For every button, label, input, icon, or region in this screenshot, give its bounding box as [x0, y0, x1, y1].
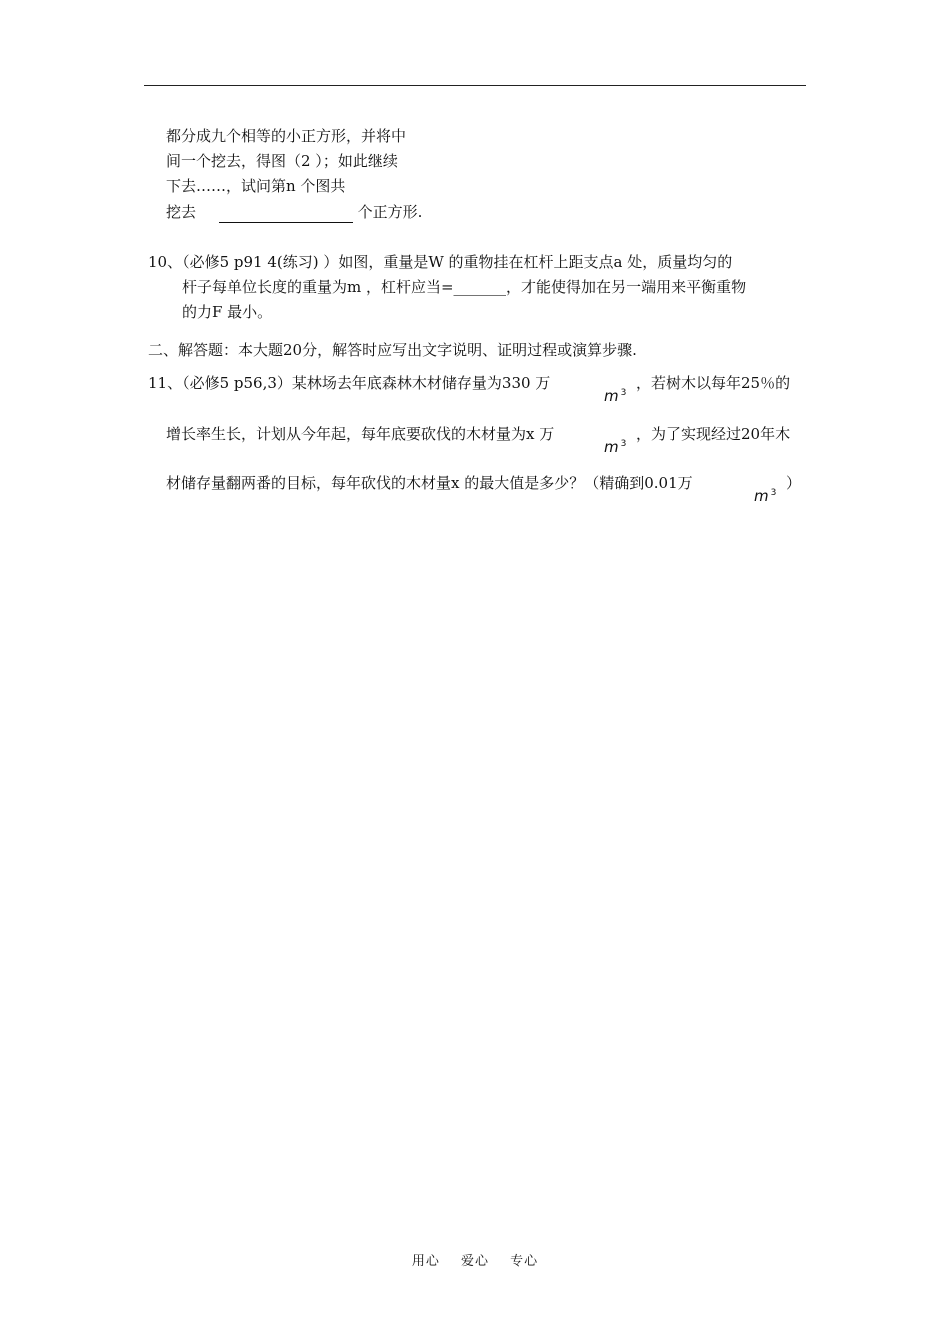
answer-blank [219, 202, 353, 223]
q11-line-1-tail: ，若树木以每年25％的 [636, 374, 791, 392]
unit-base: m [754, 487, 769, 505]
footer-item: 专心 [510, 1254, 539, 1269]
section-heading: 二、解答题：本大题20分，解答时应写出文字说明、证明过程或演算步骤. [148, 341, 637, 359]
unit-m3 [604, 436, 626, 455]
unit-m3 [754, 485, 776, 504]
unit-exp: 3 [620, 439, 627, 449]
q11-line-1: 11、（必修5 p56,3）某林场去年底森林木材储存量为330 万 [148, 374, 551, 392]
page-footer [0, 1250, 950, 1269]
q11-line-2: 增长率生长，计划从今年起，每年底要砍伐的木材量为x 万 [166, 425, 555, 443]
q9-line-4 [166, 202, 422, 223]
q10-line-2: 杆子每单位长度的重量为m ，杠杆应当=_______，才能使得加在另一端用来平衡重物 [182, 278, 747, 296]
q10-line-1: 10、（必修5 p91 4(练习) ）如图，重量是W 的重物挂在杠杆上距支点a 处，质量均匀的 [148, 253, 733, 271]
unit-m3 [604, 385, 626, 404]
q11-line-3-tail: ） [786, 474, 802, 492]
footer-item: 用心 [411, 1254, 440, 1269]
footer-item: 爱心 [460, 1254, 489, 1269]
unit-exp: 3 [620, 388, 627, 398]
q9-line-3: 下去……，试问第n 个图共 [166, 177, 346, 195]
q11-line-2-tail: ，为了实现经过20年木 [636, 425, 791, 443]
unit-base: m [604, 438, 619, 456]
header-rule [144, 85, 806, 86]
q9-prefix: 挖去 [166, 203, 197, 221]
unit-base: m [604, 387, 619, 405]
q10-line-3: 的力F 最小。 [182, 303, 273, 321]
q9-suffix: 个正方形. [357, 203, 423, 221]
q11-line-3: 材储存量翻两番的目标，每年砍伐的木材量x 的最大值是多少？（精确到0.01万 [166, 474, 693, 492]
q9-line-2: 间一个挖去，得图（2 ）；如此继续 [166, 152, 398, 170]
q9-line-1: 都分成九个相等的小正方形，并将中 [166, 127, 407, 145]
unit-exp: 3 [770, 488, 777, 498]
